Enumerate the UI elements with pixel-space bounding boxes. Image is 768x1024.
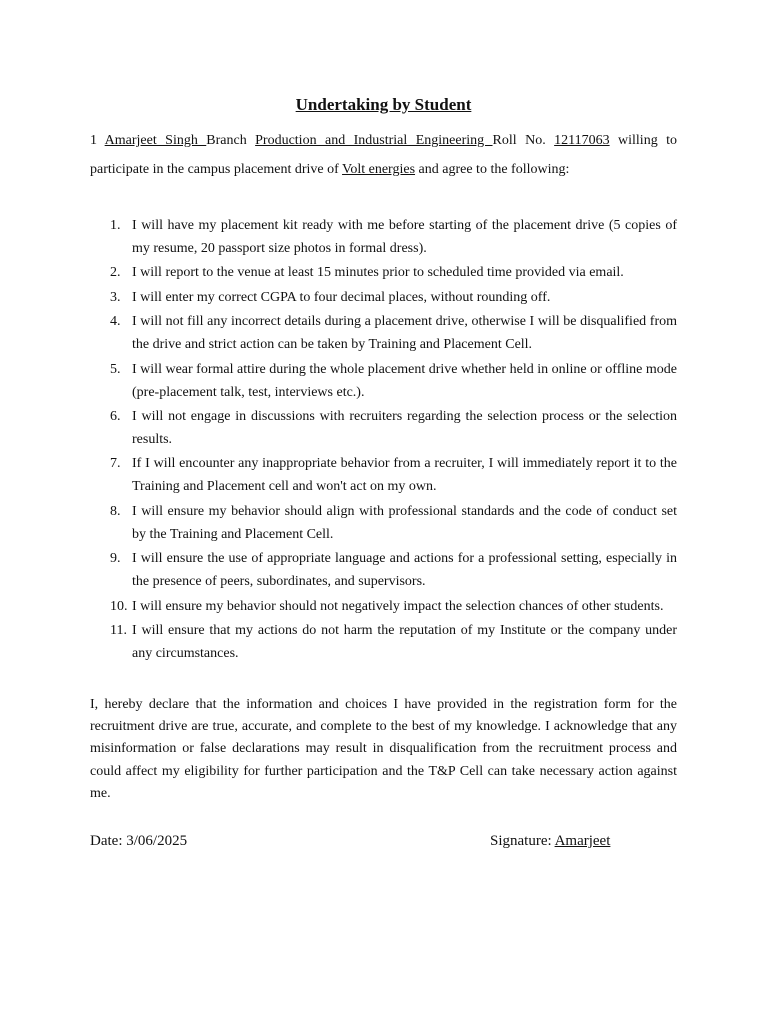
list-item-number: 3. [110, 289, 121, 305]
list-item-number: 6. [110, 408, 121, 424]
roll-label: Roll No. [492, 133, 555, 148]
list-item [90, 286, 677, 309]
date-field [90, 830, 187, 852]
list-item [90, 405, 677, 451]
branch-value: Production and Industrial Engineering [255, 133, 493, 148]
student-name: Amarjeet Singh [104, 133, 207, 148]
list-item-text: I will report to the venue at least 15 minutes prior to scheduled time provided via email. [132, 265, 624, 281]
intro-prefix: 1 [90, 133, 105, 148]
list-item-text: I will have my placement kit ready with me before starting of the placement drive (5 copies of my resume, 20 passport size photos in formal dress). [132, 218, 677, 256]
list-item-text: I will ensure my behavior should align with professional standards and the code of conduct set by the Training and Placement Cell. [132, 503, 677, 542]
signature-field [490, 830, 610, 852]
list-item [90, 619, 677, 665]
list-item-text: If I will encounter any inappropriate behavior from a recruiter, I will immediately report it to the Training and Placement cell and won't act on my own. [132, 456, 677, 495]
document-footer [90, 830, 677, 852]
list-item-number: 2. [110, 265, 121, 281]
list-item-text: I will ensure my behavior should not negatively impact the selection chances of other students. [132, 598, 664, 614]
list-item-number: 10. [110, 598, 128, 614]
list-item-text: I will ensure that my actions do not harm the reputation of my Institute or the company under any circumstances. [132, 622, 677, 661]
intro-paragraph [90, 126, 677, 184]
roll-number: 12117063 [554, 133, 610, 148]
signature-label: Signature: [490, 832, 555, 849]
intro-text-middle: willing to participate in the campus placement drive of [90, 133, 678, 177]
branch-label: Branch [206, 133, 256, 148]
list-item-number: 5. [110, 361, 121, 377]
document-page [90, 94, 677, 852]
date-value: 3/06/2025 [126, 832, 188, 849]
list-item-number: 4. [110, 314, 121, 330]
list-item [90, 214, 677, 260]
list-item-text: I will enter my correct CGPA to four decimal places, without rounding off. [132, 289, 551, 305]
list-item [90, 310, 677, 356]
list-item [90, 547, 677, 593]
list-item [90, 452, 677, 498]
list-item-text: I will ensure the use of appropriate language and actions for a professional setting, especially in the presence of peers, subordinates, and supervisors. [132, 551, 677, 590]
list-item [90, 500, 677, 546]
signature-value: Amarjeet [554, 832, 611, 849]
list-item-text: I will wear formal attire during the whole placement drive whether held in online or offline mode (pre-placement talk, test, interviews etc.). [132, 361, 677, 400]
document-title: Undertaking by Student [295, 95, 472, 114]
company-name: Volt energies [342, 162, 416, 177]
date-label: Date: [90, 832, 127, 849]
list-item-number: 7. [110, 456, 121, 472]
list-item-text: I will not fill any incorrect details during a placement drive, otherwise I will be disqualified from the drive and strict action can be taken by Training and Placement Cell. [132, 314, 677, 353]
declaration-paragraph: I, hereby declare that the information and choices I have provided in the registration form for the recruitment drive are true, accurate, and complete to the best of my knowledge. I acknowledge that any misinformation or false declarations may result in disqualification from the recruitment process and could affect my eligibility for further participation and the T&P Cell can take necessary action against me. [90, 696, 677, 801]
list-item-number: 11. [110, 622, 127, 638]
list-item-number: 1. [110, 218, 121, 233]
list-item-number: 9. [110, 551, 121, 567]
list-item-number: 8. [110, 503, 121, 519]
list-item-text: I will not engage in discussions with recruiters regarding the selection process or the selection results. [132, 408, 677, 447]
list-item [90, 261, 677, 284]
list-item [90, 595, 677, 618]
intro-text-end: and agree to the following: [415, 162, 570, 177]
undertaking-list [90, 214, 677, 665]
list-item [90, 358, 677, 404]
